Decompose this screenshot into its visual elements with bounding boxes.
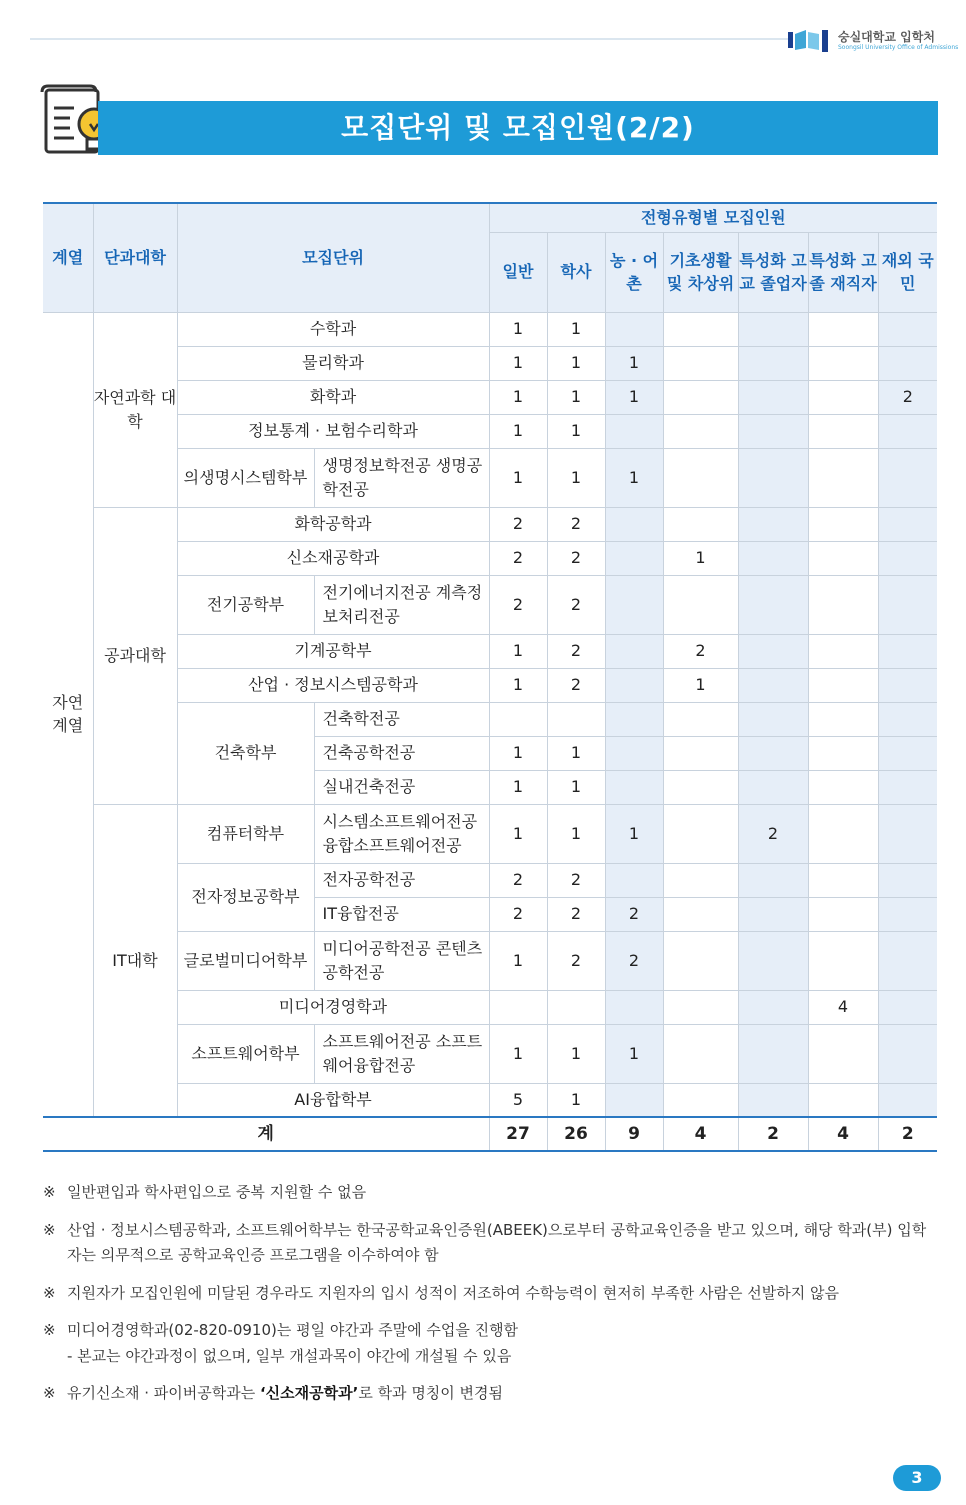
quota-cell: 1 [489,804,547,863]
quota-cell: 1 [605,448,663,507]
header-series: 계열 [43,203,93,312]
logo-subtitle: Soongsil University Office of Admissions [838,44,959,51]
quota-cell [808,448,878,507]
title-bar [98,101,938,155]
table-row [43,634,937,668]
logo-name: 숭실대학교 입학처 [838,30,935,44]
note-item [43,1218,939,1269]
quota-cell: 2 [547,668,605,702]
table-body [43,312,937,1151]
university-logo [788,26,959,56]
quota-cell [878,770,937,804]
quota-cell [738,414,808,448]
note-item [43,1381,939,1407]
total-cell: 4 [663,1117,738,1151]
department-cell: 글로벌미디어학부 [177,931,314,990]
page-number: 3 [893,1465,941,1491]
quota-cell: 2 [547,931,605,990]
quota-cell: 2 [489,541,547,575]
major-cell: 실내건축전공 [314,770,489,804]
unit-cell: 수학과 [177,312,489,346]
quota-cell: 1 [605,1024,663,1083]
table-row [43,575,937,634]
quota-cell [605,414,663,448]
quota-cell: 1 [547,380,605,414]
table-row [43,1083,937,1117]
quota-cell [738,312,808,346]
unit-cell: 산업 · 정보시스템공학과 [177,668,489,702]
quota-cell [808,414,878,448]
quota-cell [738,770,808,804]
quota-cell [808,1083,878,1117]
major-cell: 생명정보학전공 생명공학전공 [314,448,489,507]
total-cell: 9 [605,1117,663,1151]
quota-cell [738,1024,808,1083]
quota-cell [808,507,878,541]
quota-cell [878,541,937,575]
quota-cell [738,448,808,507]
quota-cell: 1 [547,312,605,346]
quota-cell [738,634,808,668]
quota-cell: 2 [547,897,605,931]
quota-cell [663,702,738,736]
notes [43,1180,939,1419]
header-unit: 모집단위 [177,203,489,312]
quota-cell [878,448,937,507]
unit-cell: 화학공학과 [177,507,489,541]
quota-cell: 2 [878,380,937,414]
quota-cell [663,448,738,507]
table-row [43,863,937,897]
quota-cell: 1 [605,380,663,414]
quota-cell [878,414,937,448]
note-text: 유기신소재 · 파이버공학과는 [67,1384,260,1402]
unit-cell: 정보통계 · 보험수리학과 [177,414,489,448]
quota-cell: 1 [663,541,738,575]
quota-cell: 1 [489,448,547,507]
quota-cell [738,507,808,541]
header-overseas: 재외 국민 [878,232,937,312]
major-cell: 시스템소프트웨어전공 융합소프트웨어전공 [314,804,489,863]
quota-cell: 1 [547,804,605,863]
quota-cell: 1 [489,414,547,448]
table-row [43,1024,937,1083]
quota-cell [605,1083,663,1117]
quota-cell [605,668,663,702]
quota-cell [878,346,937,380]
quota-cell [605,863,663,897]
quota-cell [663,897,738,931]
note-item [43,1318,939,1369]
note-emphasis: ‘신소재공학과’ [259,1384,359,1402]
header-special-grad: 특성화 고교 졸업자 [738,232,808,312]
quota-cell [808,736,878,770]
total-cell: 27 [489,1117,547,1151]
quota-cell: 1 [489,1024,547,1083]
note-sub-text: - 본교는 야간과정이 없으며, 일부 개설과목이 야간에 개설될 수 있음 [67,1346,512,1365]
quota-cell [808,380,878,414]
quota-cell [605,736,663,770]
quota-cell [878,990,937,1024]
quota-cell: 2 [605,931,663,990]
unit-cell: AI융합학부 [177,1083,489,1117]
quota-cell [808,312,878,346]
quota-cell [808,634,878,668]
quota-cell [738,575,808,634]
quota-cell [878,507,937,541]
quota-cell [808,346,878,380]
quota-cell: 5 [489,1083,547,1117]
total-cell: 26 [547,1117,605,1151]
table-row [43,414,937,448]
quota-cell [738,702,808,736]
quota-cell [878,575,937,634]
quota-cell: 1 [547,414,605,448]
quota-cell [878,634,937,668]
quota-cell [738,863,808,897]
quota-cell [878,863,937,897]
quota-cell [808,804,878,863]
page-title: 모집단위 및 모집인원(2/2) [341,111,695,144]
quota-cell: 1 [489,312,547,346]
quota-cell [605,507,663,541]
note-mark: ※ [43,1183,56,1201]
college-cell: 공과대학 [93,507,177,804]
quota-cell [808,1024,878,1083]
quota-cell [489,702,547,736]
quota-cell: 1 [489,770,547,804]
major-cell: 건축공학전공 [314,736,489,770]
quota-cell [605,312,663,346]
quota-cell [489,990,547,1024]
quota-cell [605,575,663,634]
quota-cell [663,507,738,541]
department-cell: 의생명시스템학부 [177,448,314,507]
header-general: 일반 [489,232,547,312]
college-cell: IT대학 [93,804,177,1117]
quota-cell [878,736,937,770]
quota-cell [808,541,878,575]
quota-cell [808,702,878,736]
quota-cell [808,863,878,897]
quota-cell [808,770,878,804]
quota-cell: 1 [489,931,547,990]
quota-cell: 2 [738,804,808,863]
unit-cell: 신소재공학과 [177,541,489,575]
quota-cell: 1 [547,1024,605,1083]
quota-cell: 1 [605,804,663,863]
major-cell: 전기에너지전공 계측정보처리전공 [314,575,489,634]
note-text: 일반편입과 학사편입으로 중복 지원할 수 없음 [67,1183,367,1201]
quota-cell: 4 [808,990,878,1024]
major-cell: 건축학전공 [314,702,489,736]
quota-cell [878,668,937,702]
quota-cell: 1 [489,668,547,702]
total-cell: 4 [808,1117,878,1151]
quota-cell: 1 [489,346,547,380]
quota-cell [663,931,738,990]
header-group: 전형유형별 모집인원 [489,203,937,232]
unit-cell: 화학과 [177,380,489,414]
quota-cell: 1 [605,346,663,380]
quota-cell: 2 [547,541,605,575]
quota-cell [878,804,937,863]
quota-cell [738,1083,808,1117]
quota-cell [605,770,663,804]
quota-cell [878,1024,937,1083]
quota-cell [808,897,878,931]
quota-cell: 1 [489,634,547,668]
note-text: 지원자가 모집인원에 미달된 경우라도 지원자의 입시 성적이 저조하여 수학능력이 현저히 부족한 사람은 선발하지 않음 [67,1283,839,1302]
admission-quota-table [43,202,937,1152]
quota-cell: 1 [663,668,738,702]
total-cell: 2 [738,1117,808,1151]
department-cell: 건축학부 [177,702,314,804]
quota-cell: 2 [489,507,547,541]
note-text: 로 학과 명칭이 변경됨 [358,1384,504,1402]
quota-cell [663,312,738,346]
header-rural: 농 · 어촌 [605,232,663,312]
quota-cell: 2 [489,897,547,931]
header-college: 단과대학 [93,203,177,312]
quota-cell: 1 [489,736,547,770]
quota-cell [738,931,808,990]
quota-cell [738,736,808,770]
quota-cell [738,541,808,575]
quota-cell [547,702,605,736]
quota-cell [663,380,738,414]
quota-cell [663,770,738,804]
quota-cell [878,931,937,990]
quota-cell: 2 [547,575,605,634]
quota-cell: 1 [547,770,605,804]
quota-cell [878,702,937,736]
quota-cell [547,990,605,1024]
major-cell: IT융합전공 [314,897,489,931]
quota-cell [663,575,738,634]
quota-cell [738,897,808,931]
table-row [43,702,937,736]
department-cell: 컴퓨터학부 [177,804,314,863]
quota-cell: 2 [547,507,605,541]
quota-cell: 1 [547,448,605,507]
quota-cell: 2 [489,575,547,634]
quota-cell: 2 [605,897,663,931]
quota-cell [663,990,738,1024]
total-cell: 2 [878,1117,937,1151]
quota-cell: 2 [547,863,605,897]
note-item [43,1281,939,1307]
quota-cell [663,414,738,448]
quota-cell: 1 [547,346,605,380]
note-text: 미디어경영학과(02-820-0910)는 평일 야간과 주말에 수업을 진행함 [67,1321,519,1339]
quota-cell: 1 [489,380,547,414]
quota-cell [738,668,808,702]
header-rule [30,38,790,40]
quota-cell: 2 [547,634,605,668]
header-special-work: 특성화 고졸 재직자 [808,232,878,312]
table-row [43,804,937,863]
quota-cell [808,931,878,990]
quota-cell [663,736,738,770]
major-cell: 미디어공학전공 콘텐츠공학전공 [314,931,489,990]
table-row [43,380,937,414]
quota-cell [878,897,937,931]
quota-cell: 1 [547,736,605,770]
logo-mark-icon [788,28,832,52]
note-mark: ※ [43,1220,56,1239]
unit-cell: 물리학과 [177,346,489,380]
series-cell: 자연 계열 [43,312,93,1117]
note-text: 산업 · 정보시스템공학과, 소프트웨어학부는 한국공학교육인증원(ABEEK)으로부터 공학교육인증을 받고 있으며, 해당 학과(부) 입학자는 의무적으로 공학교육인증 프로그램을 이수하여야 함 [67,1220,927,1264]
unit-cell: 미디어경영학과 [177,990,489,1024]
table-row [43,507,937,541]
quota-cell [738,346,808,380]
quota-cell [663,1024,738,1083]
quota-cell: 1 [547,1083,605,1117]
note-item [43,1180,939,1206]
quota-cell [605,702,663,736]
quota-cell [605,541,663,575]
quota-cell [808,575,878,634]
table-row [43,541,937,575]
department-cell: 전기공학부 [177,575,314,634]
table-row [43,448,937,507]
table-row [43,312,937,346]
college-cell: 자연과학 대학 [93,312,177,507]
department-cell: 전자정보공학부 [177,863,314,931]
quota-cell: 2 [489,863,547,897]
quota-cell [663,804,738,863]
department-cell: 소프트웨어학부 [177,1024,314,1083]
table-row [43,668,937,702]
quota-cell [605,634,663,668]
quota-cell [663,863,738,897]
quota-cell [808,668,878,702]
header-bachelor: 학사 [547,232,605,312]
note-mark: ※ [43,1283,56,1302]
quota-cell [663,346,738,380]
note-mark: ※ [43,1321,56,1339]
quota-cell [663,1083,738,1117]
quota-cell [605,990,663,1024]
quota-cell: 2 [663,634,738,668]
note-mark: ※ [43,1384,56,1402]
table-row [43,990,937,1024]
total-row [43,1117,937,1151]
quota-cell [878,312,937,346]
unit-cell: 기계공학부 [177,634,489,668]
major-cell: 전자공학전공 [314,863,489,897]
quota-cell [738,380,808,414]
quota-cell [878,1083,937,1117]
total-label: 계 [43,1117,489,1151]
header-basic: 기초생활 및 차상위 [663,232,738,312]
table-row [43,931,937,990]
table-row [43,346,937,380]
quota-cell [738,990,808,1024]
major-cell: 소프트웨어전공 소프트웨어융합전공 [314,1024,489,1083]
